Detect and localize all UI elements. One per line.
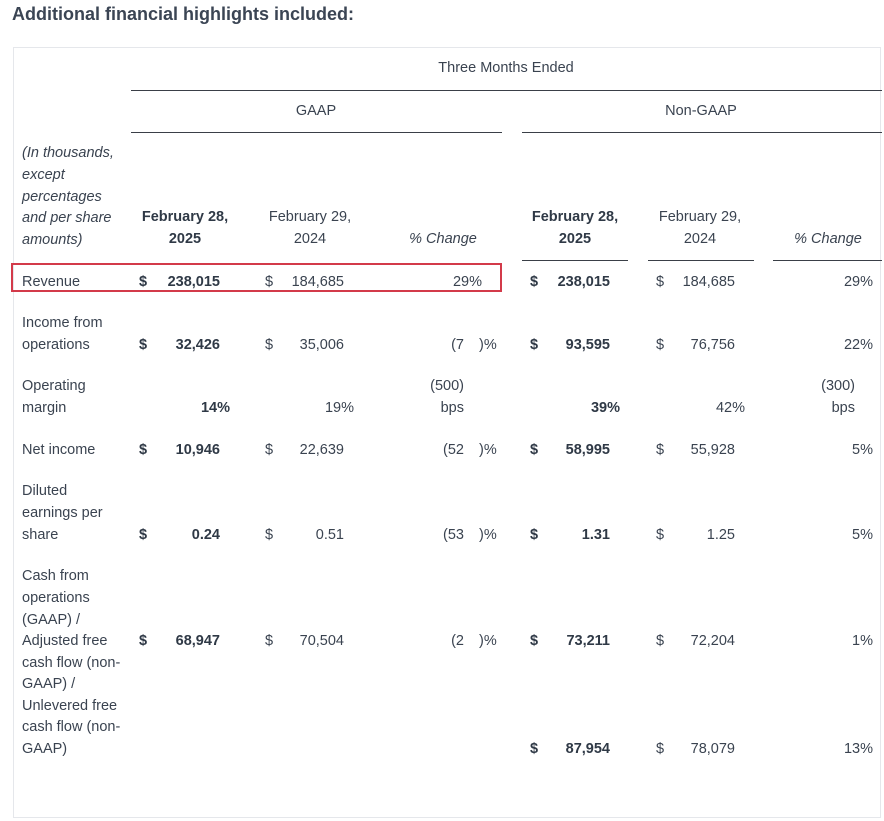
col-header-gaap-change: % Change [409,231,477,247]
currency-symbol: $ [656,527,665,543]
margin-gaap-2025: 14% [200,400,230,416]
margin-gaap-2024: 19% [324,400,354,416]
header-rule-top [131,90,882,91]
units-note-line: and per share [22,210,112,226]
header-rule-non-gaap [522,132,882,133]
revenue-gaap-2024: 184,685 [291,274,344,290]
row-label-diluted-eps: Diluted [22,483,68,499]
cash-gaap-change: (2 [451,633,464,649]
currency-symbol: $ [656,442,665,458]
currency-symbol: $ [530,442,539,458]
margin-gaap-change-unit: bps [440,400,464,416]
currency-symbol: $ [139,274,148,290]
col-header-ng-2025: February 28, [531,209,619,225]
header-three-months-ended: Three Months Ended [438,60,574,76]
adj-fcf-ng-change: 1% [852,633,873,649]
col-header-ng-2024: February 29, [658,209,742,225]
row-label-operating-margin: margin [22,400,67,416]
col-header-ng-change: % Change [794,231,862,247]
income-ng-2024: 76,756 [690,337,735,353]
revenue-gaap-2025: 238,015 [167,274,220,290]
cash-gaap-2025: 68,947 [175,633,220,649]
net-income-ng-2025: 58,995 [565,442,610,458]
col-header-ng-2024-year: 2024 [683,231,717,247]
financial-table-frame [13,47,881,818]
col-header-ng-2025-year: 2025 [558,231,592,247]
income-gaap-2024: 35,006 [299,337,344,353]
row-label-revenue: Revenue [22,274,81,290]
col-rule-ng-2025 [522,260,628,261]
margin-gaap-change: (500) [430,378,464,394]
currency-symbol: $ [265,442,274,458]
row-label-cash-flow: GAAP) / [22,676,76,692]
net-income-ng-change: 5% [852,442,873,458]
eps-gaap-2024: 0.51 [315,527,344,543]
col-header-gaap-2024-year: 2024 [293,231,327,247]
units-note-line: amounts) [22,232,83,248]
revenue-gaap-change: 29% [452,274,482,290]
adj-fcf-ng-2024: 72,204 [690,633,735,649]
income-gaap-2025: 32,426 [175,337,220,353]
row-label-income-from-operations: Income from [22,315,103,331]
row-label-operating-margin: Operating [22,378,86,394]
revenue-ng-2024: 184,685 [682,274,735,290]
header-non-gaap: Non-GAAP [665,103,737,119]
col-header-gaap-2025: February 28, [141,209,229,225]
eps-ng-change: 5% [852,527,873,543]
currency-symbol: $ [139,633,148,649]
units-note-line: (In thousands, [22,145,114,161]
income-ng-2025: 93,595 [565,337,610,353]
unlev-fcf-ng-2024: 78,079 [690,741,735,757]
row-label-cash-flow: Cash from [22,568,89,584]
revenue-ng-change: 29% [843,274,873,290]
eps-gaap-change-suffix: )% [479,527,497,543]
unlev-fcf-ng-change: 13% [843,741,873,757]
net-income-gaap-2024: 22,639 [299,442,344,458]
currency-symbol: $ [656,633,665,649]
cash-gaap-2024: 70,504 [299,633,344,649]
eps-gaap-change: (53 [443,527,464,543]
currency-symbol: $ [530,274,539,290]
row-label-cash-flow: GAAP) [22,741,68,757]
row-label-cash-flow: (GAAP) / [22,612,81,628]
row-label-cash-flow: cash flow (non- [22,655,121,671]
currency-symbol: $ [139,337,148,353]
col-rule-ng-change [773,260,882,261]
currency-symbol: $ [265,274,274,290]
currency-symbol: $ [265,633,274,649]
row-label-cash-flow: Adjusted free [22,633,108,649]
income-gaap-change-suffix: )% [479,337,497,353]
margin-ng-change-unit: bps [831,400,855,416]
currency-symbol: $ [656,337,665,353]
currency-symbol: $ [139,442,148,458]
row-label-cash-flow: Unlevered free [22,698,118,714]
currency-symbol: $ [530,741,539,757]
revenue-ng-2025: 238,015 [557,274,610,290]
net-income-gaap-change-suffix: )% [479,442,497,458]
col-header-gaap-2024: February 29, [268,209,352,225]
row-label-net-income: Net income [22,442,96,458]
cash-gaap-change-suffix: )% [479,633,497,649]
net-income-ng-2024: 55,928 [690,442,735,458]
eps-ng-2024: 1.25 [706,527,735,543]
eps-ng-2025: 1.31 [581,527,610,543]
row-label-cash-flow: cash flow (non- [22,719,121,735]
margin-ng-2024: 42% [715,400,745,416]
unlev-fcf-ng-2025: 87,954 [565,741,610,757]
margin-ng-change: (300) [821,378,855,394]
col-rule-ng-2024 [648,260,754,261]
eps-gaap-2025: 0.24 [191,527,220,543]
currency-symbol: $ [530,633,539,649]
header-rule-gaap [131,132,502,133]
col-header-gaap-2025-year: 2025 [168,231,202,247]
units-note-line: except [22,167,65,183]
net-income-gaap-2025: 10,946 [175,442,220,458]
currency-symbol: $ [656,741,665,757]
net-income-gaap-change: (52 [443,442,464,458]
units-note-line: percentages [22,189,102,205]
currency-symbol: $ [265,527,274,543]
currency-symbol: $ [530,337,539,353]
row-label-cash-flow: operations [22,590,90,606]
row-label-income-from-operations: operations [22,337,90,353]
currency-symbol: $ [530,527,539,543]
currency-symbol: $ [139,527,148,543]
row-label-diluted-eps: earnings per [22,505,103,521]
income-gaap-change: (7 [451,337,464,353]
currency-symbol: $ [265,337,274,353]
header-gaap: GAAP [295,103,337,119]
adj-fcf-ng-2025: 73,211 [566,633,610,649]
currency-symbol: $ [656,274,665,290]
income-ng-change: 22% [843,337,873,353]
row-label-diluted-eps: share [22,527,59,543]
margin-ng-2025: 39% [590,400,620,416]
section-heading: Additional financial highlights included: [12,4,354,24]
